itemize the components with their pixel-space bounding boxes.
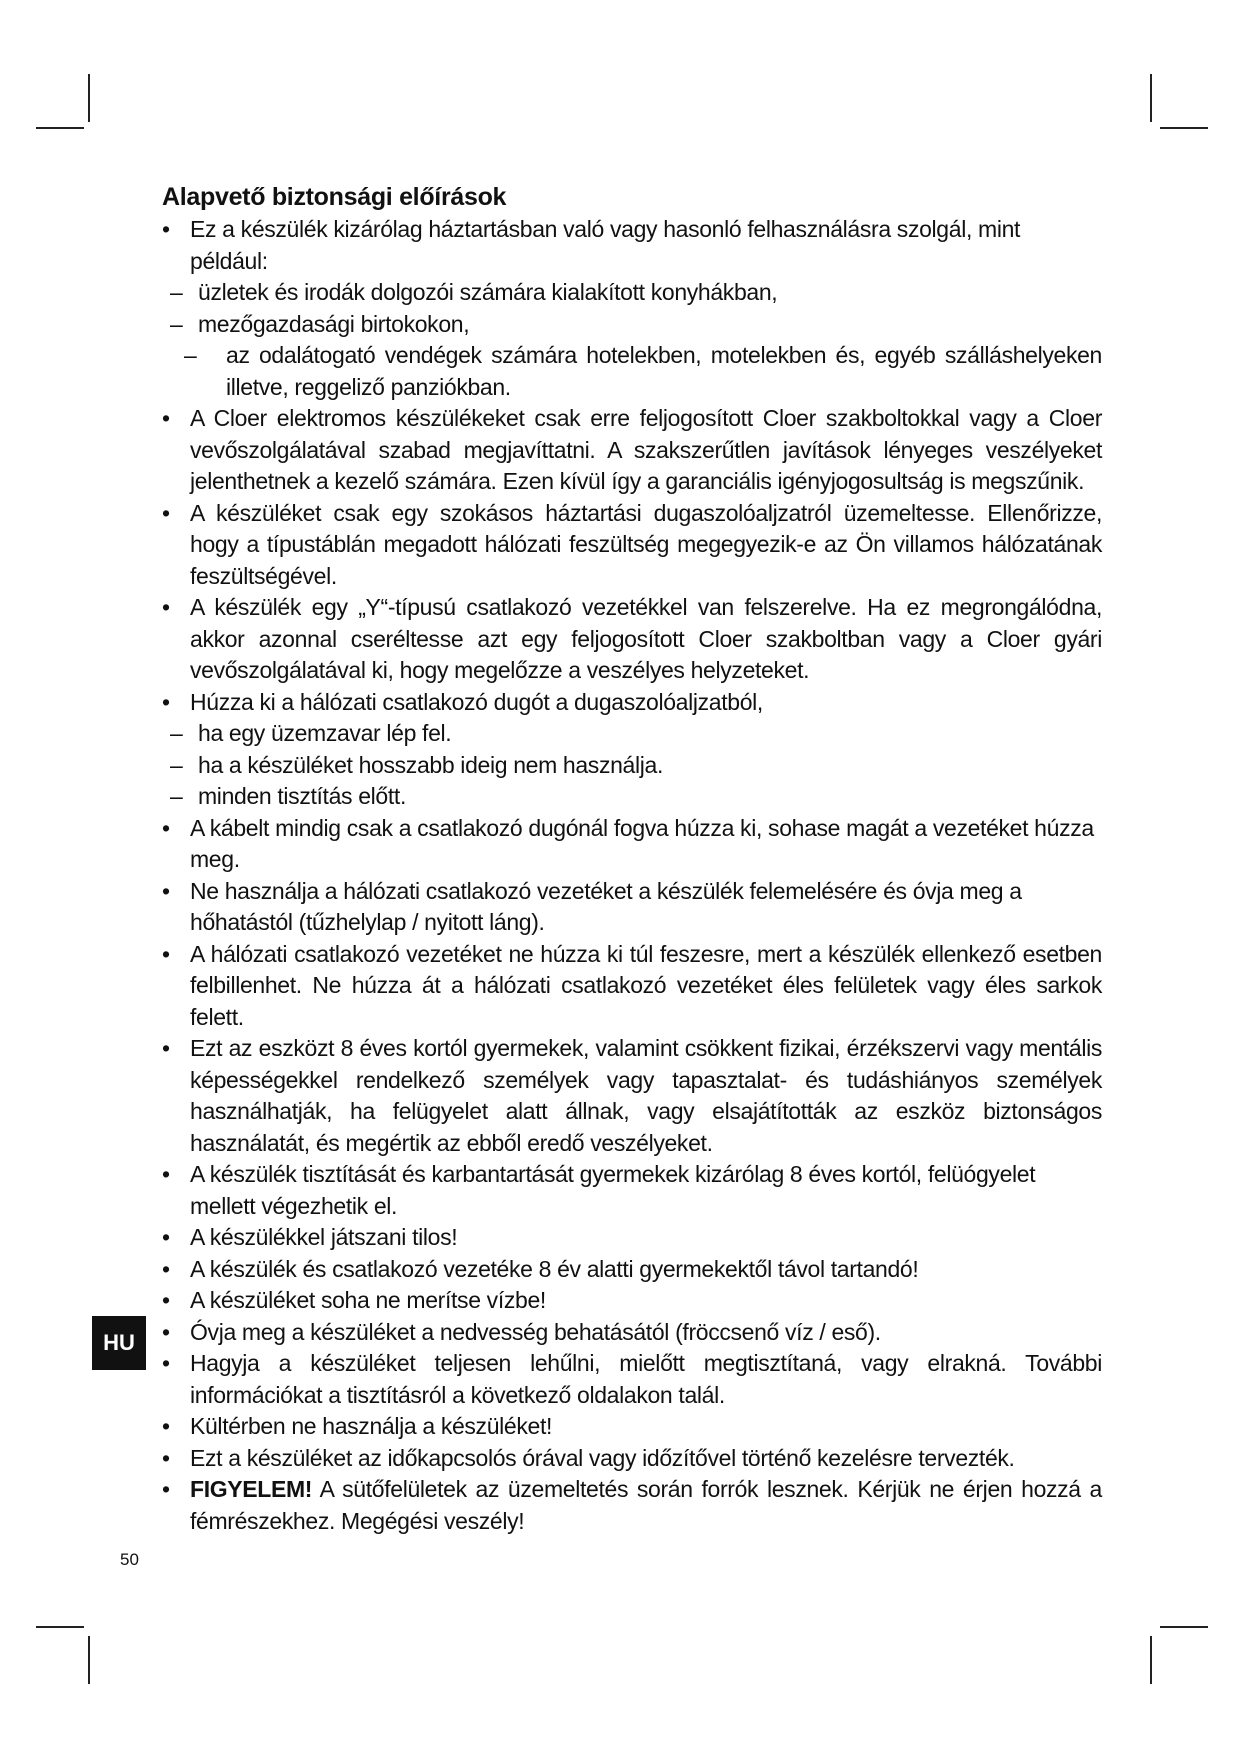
list-item-text: A hálózati csatlakozó vezetéket ne húzza ki túl feszesre, mert a készülék ellenkező esetben felbillenhet. Ne húzza át a hálózati csatlakozó vezetéket éles felületek vagy éles sarkok felett. [190, 940, 1102, 1030]
dash: – [170, 783, 183, 809]
crop-mark-top-left-vertical [88, 74, 90, 122]
list-item-text: A készülékkel játszani tilos! [190, 1224, 458, 1250]
dash: – [170, 310, 183, 337]
crop-mark-top-right-vertical [1150, 74, 1152, 122]
sub-list-item-text: üzletek és irodák dolgozói számára kialakított konyhákban, [198, 279, 778, 305]
bullet: • [162, 814, 170, 841]
sub-list-item [170, 750, 1102, 782]
bullet: • [162, 1318, 170, 1345]
list-item-text: A készüléket soha ne merítse vízbe! [190, 1287, 546, 1313]
list-item-text: Ezt a készüléket az időkapcsolós órával vagy időzítővel történő kezelésre tervezték. [190, 1444, 1015, 1471]
list-item-text: A kábelt mindig csak a csatlakozó dugónál fogva húzza ki, sohase magát a vezetéket húzza meg. [190, 814, 1094, 872]
sub-list-item [170, 781, 1102, 813]
bullet: • [162, 1287, 170, 1313]
bullet: • [162, 1413, 170, 1439]
list-item [162, 1443, 1102, 1475]
list-item [162, 1317, 1102, 1349]
bullet: • [162, 405, 170, 431]
warning-label: FIGYELEM! [190, 1476, 313, 1502]
crop-mark-top-left-horizontal [36, 127, 84, 129]
sub-list-item-text: ha a készüléket hosszabb ideig nem használja. [198, 751, 663, 778]
sub-list-item [170, 277, 1102, 309]
list-item-text: Hagyja a készüléket teljesen lehűlni, mielőtt megtisztítaná, vagy elrakná. További információkat a tisztításról a következő oldalakon talál. [190, 1350, 1102, 1408]
dash: – [170, 279, 183, 305]
sub-list-item [184, 340, 1102, 403]
sub-list-item [170, 718, 1102, 750]
bullet: • [162, 1224, 170, 1250]
bullet: • [162, 940, 170, 967]
section-heading: Alapvető biztonsági előírások [162, 183, 507, 211]
crop-mark-bottom-left-vertical [88, 1636, 90, 1684]
bullet: • [162, 1350, 170, 1376]
list-item [162, 1411, 1102, 1443]
list-item [162, 592, 1102, 687]
crop-mark-bottom-left-horizontal [36, 1626, 84, 1628]
sub-list-item-text: minden tisztítás előtt. [198, 783, 406, 809]
list-item-text: A készülék tisztítását és karbantartását gyermekek kizárólag 8 éves kortól, felüógyelet mellett végezhetik el. [190, 1161, 1036, 1219]
list-item [162, 214, 1102, 277]
bullet: • [162, 1035, 170, 1061]
list-item-text: Ez a készülék kizárólag háztartásban való vagy hasonló felhasználásra szolgál, mint például: [190, 216, 1021, 274]
crop-mark-bottom-right-vertical [1150, 1636, 1152, 1684]
list-item [162, 876, 1102, 939]
list-item [162, 813, 1102, 876]
list-item [162, 1033, 1102, 1159]
dash: – [170, 751, 183, 778]
list-item [162, 1222, 1102, 1254]
list-item-text: A készülék és csatlakozó vezetéke 8 év alatti gyermekektől távol tartandó! [190, 1255, 919, 1282]
list-item-text: Ezt az eszközt 8 éves kortól gyermekek, valamint csökkent fizikai, érzékszervi vagy mentális képességekkel rendelkező személyek vagy tapasztalat- és tudáshiányos személyek használhatják, ha felügyelet alatt állnak, vagy elsajátították az eszköz biztonságos használatát, és megértik az ebből eredő veszélyeket. [190, 1035, 1102, 1156]
bullet: • [162, 1476, 170, 1502]
sub-list-item-text: az odalátogató vendégek számára hotelekben, motelekben és, egyéb szálláshelyeken illetve, reggeliző panziókban. [226, 342, 1102, 400]
bullet: • [162, 688, 170, 715]
list-item-text: Ne használja a hálózati csatlakozó vezetéket a készülék felemelésére és óvja meg a hőhatástól (tűzhelylap / nyitott láng). [190, 877, 1022, 935]
bullet: • [162, 594, 170, 620]
crop-mark-top-right-horizontal [1160, 127, 1208, 129]
list-item [162, 939, 1102, 1034]
safety-instructions [162, 180, 1102, 1537]
dash: – [184, 342, 197, 368]
sub-list-item-text: mezőgazdasági birtokokon, [198, 310, 470, 337]
warning-item [162, 1474, 1102, 1537]
sub-list-item [170, 309, 1102, 341]
bullet: • [162, 877, 170, 904]
list-item [162, 1254, 1102, 1286]
bullet: • [162, 1255, 170, 1282]
bullet: • [162, 499, 170, 526]
list-item [162, 498, 1102, 593]
list-item [162, 687, 1102, 719]
list-item [162, 1348, 1102, 1411]
page-number: 50 [120, 1550, 139, 1569]
warning-text: A sütőfelületek az üzemeltetés során forrók lesznek. Kérjük ne érjen hozzá a fémrészekhez. Megégési veszély! [190, 1476, 1102, 1534]
list-item [162, 403, 1102, 498]
list-item [162, 1159, 1102, 1222]
bullet: • [162, 1444, 170, 1471]
bullet: • [162, 1161, 170, 1187]
language-badge: HU [92, 1316, 146, 1370]
list-item-text: Húzza ki a hálózati csatlakozó dugót a dugaszolóaljzatból, [190, 688, 763, 715]
list-item [162, 1285, 1102, 1317]
crop-mark-bottom-right-horizontal [1160, 1626, 1208, 1628]
list-item-text: Óvja meg a készüléket a nedvesség behatásától (fröccsenő víz / eső). [190, 1318, 881, 1345]
list-item-text: A készülék egy „Y“-típusú csatlakozó vezetékkel van felszerelve. Ha ez megrongálódna, akkor azonnal cseréltesse azt egy feljogosított Cloer szakboltban vagy a Cloer gyári vevőszolgálatával ki, hogy megelőzze a veszélyes helyzeteket. [190, 594, 1102, 683]
sub-list-item-text: ha egy üzemzavar lép fel. [198, 720, 452, 746]
bullet: • [162, 216, 170, 242]
list-item-text: A Cloer elektromos készülékeket csak erre feljogosított Cloer szakboltokkal vagy a Cloer vevőszolgálatával szabad megjavíttatni. A szakszerűtlen javítások lényeges veszélyeket jelenthetnek a kezelő számára. Ezen kívül így a garanciális igényjogosultság is megszűnik. [190, 405, 1102, 494]
dash: – [170, 720, 183, 746]
list-item-text: A készüléket csak egy szokásos háztartási dugaszolóaljzatról üzemeltesse. Ellenőrizze, hogy a típustáblán megadott hálózati feszültség megegyezik-e az Ön villamos hálózatának feszültségével. [190, 499, 1102, 589]
list-item-text: Kültérben ne használja a készüléket! [190, 1413, 553, 1439]
